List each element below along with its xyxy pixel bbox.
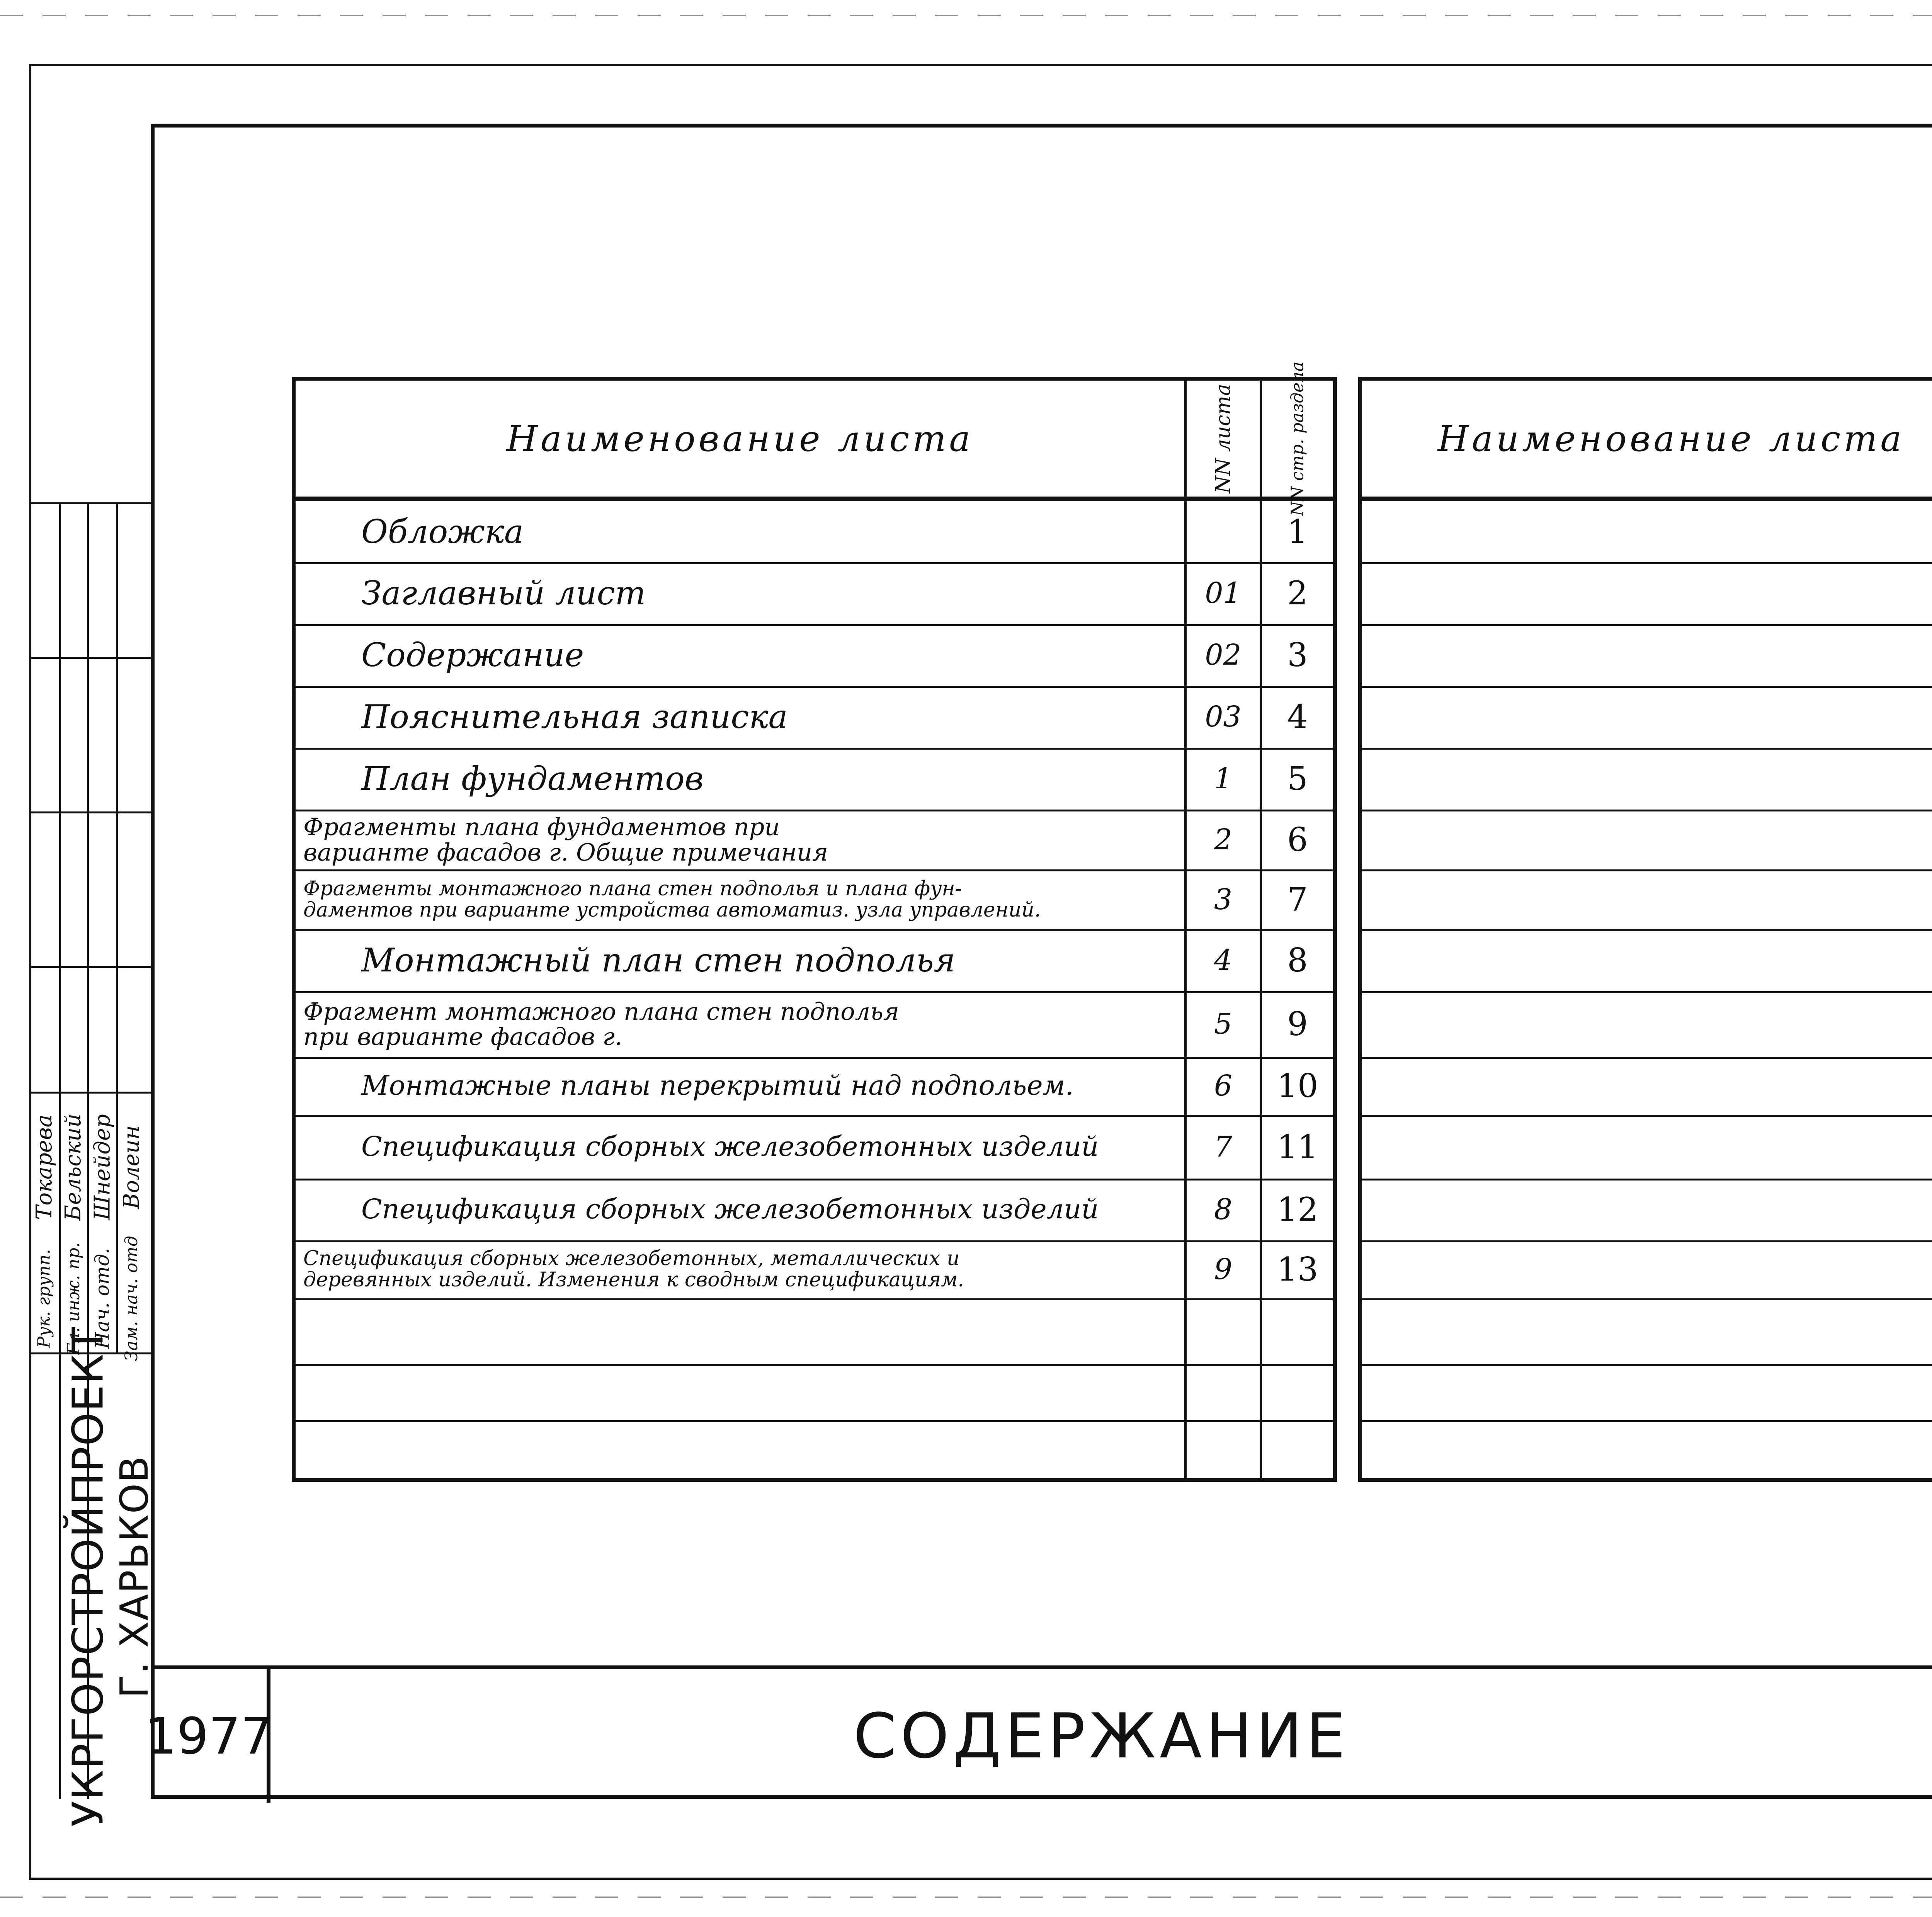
row-page-number: 7	[1287, 880, 1308, 919]
row-sheet-number: 5	[1214, 1007, 1233, 1041]
title-block	[145, 1665, 1932, 1799]
table-row	[296, 869, 1333, 929]
table-row	[296, 748, 1333, 810]
row-page-number: 9	[1287, 1005, 1308, 1043]
contents-table-right	[1358, 377, 1932, 1482]
name-3: Бельский	[61, 1113, 86, 1221]
row-page-number: 2	[1287, 574, 1308, 612]
role-head-dept: Нач. отд.	[91, 1248, 114, 1349]
organization-city: Г. ХАРЬКОВ	[112, 1455, 157, 1698]
row-divider	[1362, 869, 1932, 871]
row-title: Содержание	[361, 636, 584, 674]
row-divider	[1362, 1179, 1932, 1180]
row-title-continued: деревянных изделий. Изменения к сводным спецификациям.	[303, 1268, 964, 1291]
row-divider	[1362, 624, 1932, 626]
row-title: План фундаментов	[361, 759, 704, 798]
row-title-cell	[303, 1420, 1180, 1478]
row-divider	[1362, 1364, 1932, 1366]
row-title-cell	[303, 748, 1180, 810]
row-page-number: 10	[1277, 1067, 1318, 1105]
name-4: Токарева	[31, 1114, 57, 1220]
side-stamp	[29, 502, 157, 1827]
row-title: Спецификация сборных железобетонных, металлических и	[303, 1247, 960, 1271]
row-divider	[1362, 1420, 1932, 1422]
table-row	[296, 991, 1333, 1057]
table-row	[296, 686, 1333, 748]
row-sheet-number: 3	[1214, 883, 1233, 916]
scan-edge-bottom	[0, 1897, 1932, 1898]
table-row	[296, 1298, 1333, 1364]
row-title-cell	[303, 624, 1180, 686]
right-header-title: Наименование листа	[1437, 418, 1905, 459]
left-header-sheet-number: NN листа	[1211, 384, 1235, 493]
row-sheet-number: 9	[1214, 1253, 1233, 1286]
row-title-continued: даментов при варианте устройства автоматиз. узла управлений.	[303, 898, 1041, 922]
table-row	[296, 1057, 1333, 1115]
table-row	[296, 562, 1333, 624]
row-title-cell	[303, 810, 1180, 869]
row-sheet-number: 03	[1205, 700, 1242, 733]
row-title-cell	[303, 1057, 1180, 1115]
row-sheet-number: 02	[1205, 638, 1242, 672]
row-title: Монтажный план стен подполья	[361, 941, 956, 979]
row-divider	[1362, 1240, 1932, 1242]
table-row	[296, 1364, 1333, 1420]
row-divider	[1362, 562, 1932, 564]
left-header-title: Наименование листа	[506, 418, 974, 459]
document-title: СОДЕРЖАНИЕ	[853, 1700, 1349, 1772]
scan-edge-top	[0, 15, 1932, 16]
row-page-number: 8	[1287, 941, 1308, 979]
role-group-leader: Рук. групп.	[34, 1249, 54, 1348]
table-row	[296, 1240, 1333, 1298]
row-page-number: 1	[1287, 513, 1308, 551]
table-row	[296, 810, 1333, 869]
row-divider	[1362, 1298, 1932, 1300]
row-title-cell	[303, 1115, 1180, 1179]
left-header-page-number: NN стр. раздела	[1287, 361, 1308, 516]
row-title: Спецификация сборных железобетонных изделий	[361, 1193, 1099, 1225]
row-title-cell	[303, 1240, 1180, 1298]
row-divider	[1362, 1115, 1932, 1117]
table-row	[296, 501, 1333, 562]
row-page-number: 13	[1277, 1250, 1318, 1288]
contents-table-left	[292, 361, 1337, 1482]
row-sheet-number: 4	[1214, 944, 1233, 977]
row-title: Фрагменты монтажного плана стен подполья и плана фун-	[303, 877, 962, 900]
row-divider	[1362, 929, 1932, 931]
row-title-cell	[303, 1364, 1180, 1420]
row-page-number: 11	[1277, 1128, 1318, 1166]
table-row	[296, 929, 1333, 991]
role-deputy-head: Зам. нач. отд	[121, 1235, 141, 1361]
name-2: Волеин	[119, 1125, 144, 1209]
row-sheet-number: 8	[1214, 1193, 1233, 1226]
table-row	[296, 1179, 1333, 1240]
row-title-continued: при варианте фасадов г.	[303, 1022, 622, 1051]
row-sheet-number: 2	[1214, 823, 1233, 856]
row-divider	[1362, 991, 1932, 993]
row-title: Фрагмент монтажного плана стен подполья	[303, 997, 899, 1026]
row-title: Монтажные планы перекрытий над подпольем.	[361, 1070, 1074, 1102]
row-page-number: 5	[1287, 760, 1308, 798]
row-title-cell	[303, 869, 1180, 929]
row-title-cell	[303, 562, 1180, 624]
row-sheet-number: 01	[1205, 577, 1242, 610]
row-page-number: 12	[1277, 1191, 1318, 1228]
row-title-cell	[303, 501, 1180, 562]
row-sheet-number: 1	[1214, 762, 1233, 795]
row-title: Заглавный лист	[361, 574, 646, 612]
organization-name: УКРГОРСТРОЙПРОЕКТ	[63, 1326, 113, 1827]
row-title: Обложка	[361, 512, 524, 551]
table-row	[296, 1420, 1333, 1478]
year: 1977	[145, 1706, 273, 1766]
row-page-number: 3	[1287, 636, 1308, 674]
row-divider	[1362, 748, 1932, 750]
name-1: Шнейдер	[90, 1114, 115, 1220]
row-page-number: 6	[1287, 820, 1308, 859]
row-title-cell	[303, 1298, 1180, 1364]
row-title-cell	[303, 686, 1180, 748]
table-row	[296, 624, 1333, 686]
row-title-cell	[303, 929, 1180, 991]
row-title-continued: варианте фасадов г. Общие примечания	[303, 838, 828, 866]
row-page-number: 4	[1287, 698, 1308, 736]
table-row	[296, 1115, 1333, 1179]
role-chief-engineer: Гл. инж. пр.	[63, 1242, 83, 1355]
row-sheet-number: 7	[1214, 1130, 1233, 1163]
row-divider	[1362, 686, 1932, 688]
row-title: Спецификация сборных железобетонных изделий	[361, 1130, 1099, 1162]
row-title: Фрагменты плана фундаментов при	[303, 813, 780, 841]
row-divider	[1362, 810, 1932, 811]
row-title-cell	[303, 991, 1180, 1057]
row-divider	[1362, 1057, 1932, 1059]
row-title: Пояснительная записка	[361, 697, 788, 736]
row-sheet-number: 6	[1214, 1069, 1233, 1102]
row-title-cell	[303, 1179, 1180, 1240]
